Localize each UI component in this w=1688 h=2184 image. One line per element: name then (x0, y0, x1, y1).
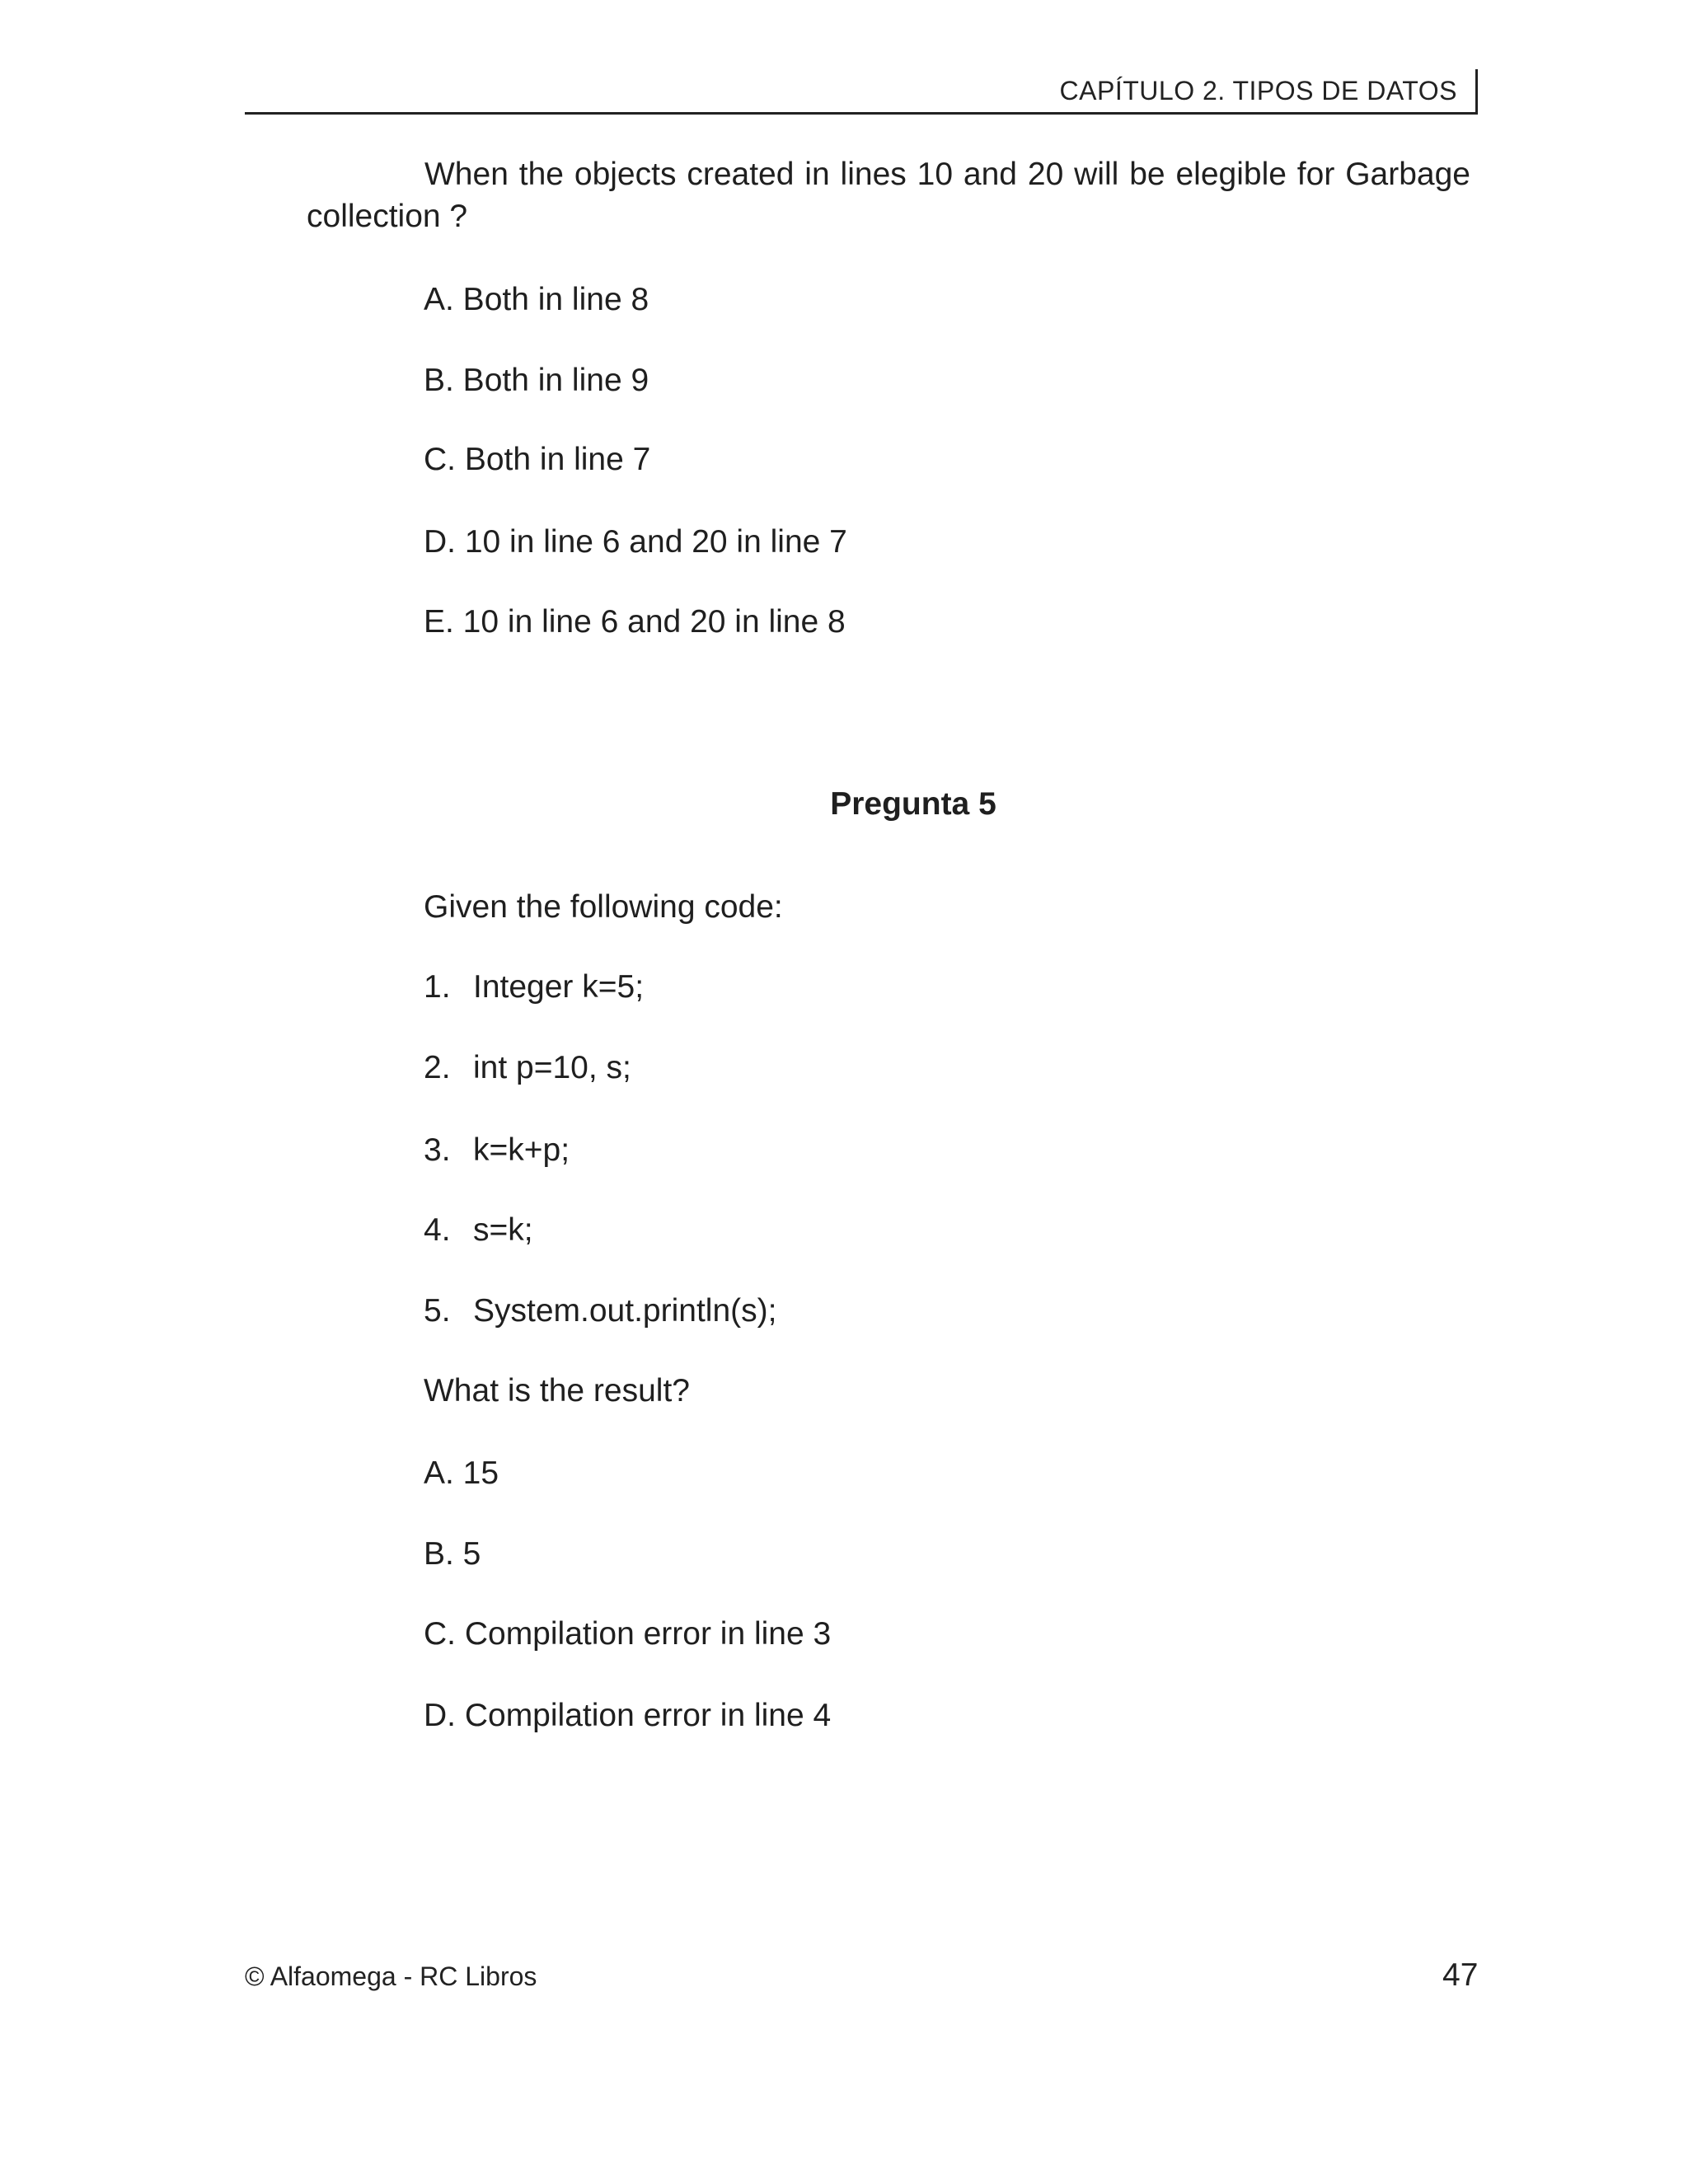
q5-option-a: A. 15 (424, 1455, 499, 1491)
code-line-text: s=k; (473, 1212, 533, 1248)
code-line-5 (424, 1291, 776, 1331)
code-line-number: 1. (424, 969, 451, 1005)
question-4-stem: When the objects created in lines 10 and 20 will be elegible for Garbage collection ? (307, 157, 1470, 234)
code-line-4 (424, 1211, 533, 1250)
footer-publisher: © Alfaomega - RC Libros (245, 1961, 537, 1991)
code-line-number: 4. (424, 1212, 451, 1248)
q5-option-d: D. Compilation error in line 4 (424, 1698, 832, 1733)
code-line-text: k=k+p; (473, 1132, 570, 1168)
chapter-header: CAPÍTULO 2. TIPOS DE DATOS (1059, 76, 1457, 105)
code-line-text: System.out.println(s); (473, 1293, 777, 1329)
q4-option-d: D. 10 in line 6 and 20 in line 7 (424, 524, 847, 560)
q5-option-c: C. Compilation error in line 3 (424, 1616, 832, 1652)
code-line-number: 2. (424, 1050, 451, 1085)
q5-prompt: What is the result? (424, 1373, 690, 1408)
code-line-3 (424, 1131, 570, 1170)
code-line-1 (424, 968, 644, 1007)
code-line-2 (424, 1048, 631, 1088)
code-line-number: 3. (424, 1132, 451, 1168)
code-line-number: 5. (424, 1293, 451, 1329)
q4-option-c: C. Both in line 7 (424, 442, 651, 477)
q4-option-a: A. Both in line 8 (424, 282, 649, 317)
question-5-heading: Pregunta 5 (830, 786, 996, 822)
q5-intro: Given the following code: (424, 889, 783, 925)
header-rule (245, 112, 1478, 115)
q5-option-b: B. 5 (424, 1536, 481, 1572)
code-line-text: int p=10, s; (473, 1050, 631, 1085)
code-line-text: Integer k=5; (473, 969, 645, 1005)
q4-option-b: B. Both in line 9 (424, 363, 649, 398)
page-number: 47 (1442, 1957, 1479, 1993)
q4-option-e: E. 10 in line 6 and 20 in line 8 (424, 604, 846, 640)
header-tick (1475, 69, 1478, 114)
